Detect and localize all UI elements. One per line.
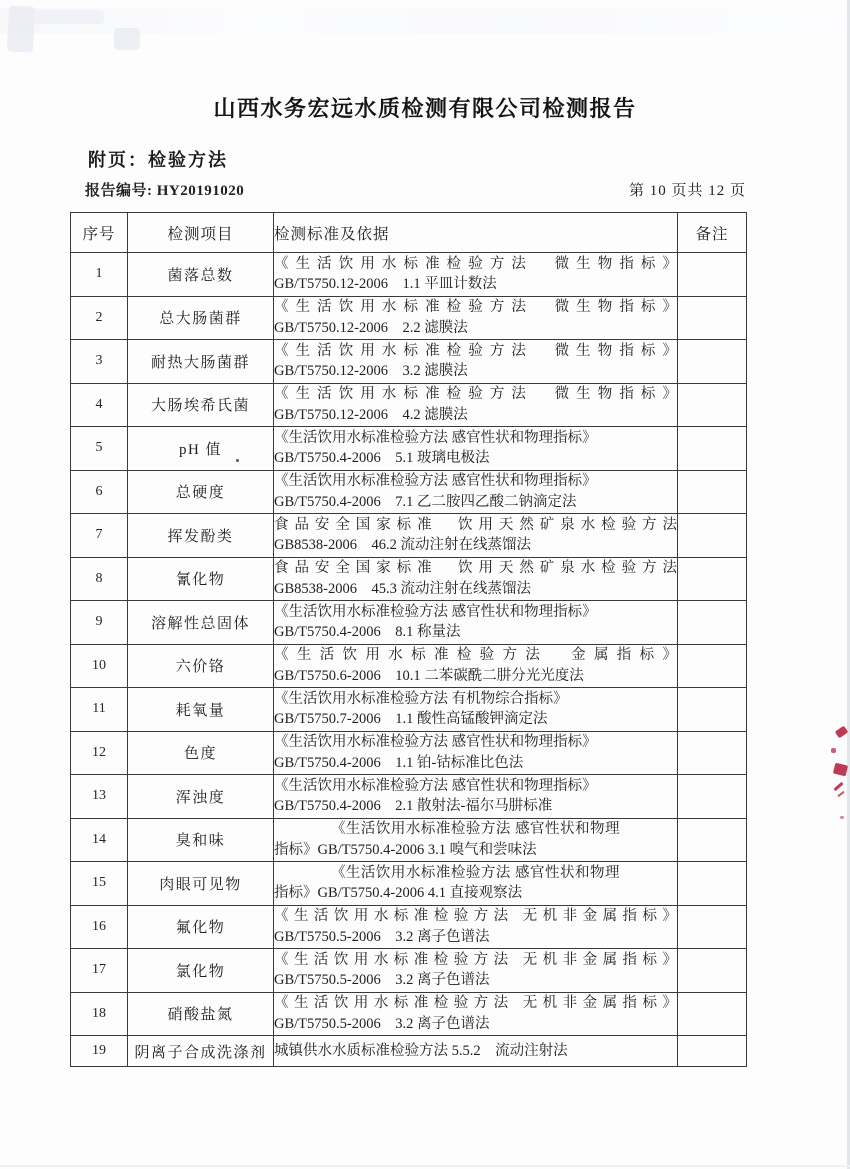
meta-row bbox=[85, 179, 746, 200]
red-mark bbox=[833, 763, 848, 777]
header-cell-standard: 检测标准及依据 bbox=[274, 213, 678, 253]
row-item: 浑浊度 bbox=[128, 775, 274, 819]
scan-artifact-blob bbox=[114, 28, 140, 50]
standard-line: 《生活饮用水标准检验方法 微生物指标》 bbox=[274, 386, 677, 403]
row-remark bbox=[678, 862, 747, 906]
row-item: 菌落总数 bbox=[128, 253, 274, 297]
table-row bbox=[71, 601, 747, 645]
standard-line: 《生活饮用水标准检验方法 感官性状和物理指标》 bbox=[274, 734, 597, 751]
standard-line: 食品安全国家标准 饮用天然矿泉水检验方法 bbox=[274, 516, 677, 533]
red-mark bbox=[835, 726, 849, 739]
red-ink-marks bbox=[828, 722, 850, 832]
table-row bbox=[71, 949, 747, 993]
row-no: 12 bbox=[71, 731, 128, 775]
row-standard bbox=[274, 949, 678, 993]
table-row bbox=[71, 253, 747, 297]
row-standard bbox=[274, 1036, 678, 1067]
row-remark bbox=[678, 514, 747, 558]
row-item: 氰化物 bbox=[128, 557, 274, 601]
standard-line: 《生活饮用水标准检验方法 感官性状和物理指标》 bbox=[274, 603, 597, 620]
standard-line: GB/T5750.5-2006 3.2 离子色谱法 bbox=[274, 928, 490, 945]
table-row bbox=[71, 383, 747, 427]
row-item: 阴离子合成洗涤剂 bbox=[128, 1036, 274, 1067]
row-standard bbox=[274, 775, 678, 819]
table-row bbox=[71, 818, 747, 862]
standard-line: 《生活饮用水标准检验方法 有机物综合指标》 bbox=[274, 690, 568, 707]
test-methods-table bbox=[70, 212, 747, 1067]
row-no: 9 bbox=[71, 601, 128, 645]
standard-line: 《生活饮用水标准检验方法 无机非金属指标》 bbox=[274, 995, 677, 1012]
standard-line: GB/T5750.12-2006 4.2 滤膜法 bbox=[274, 406, 468, 423]
scan-artifact-blob bbox=[7, 5, 35, 52]
row-standard bbox=[274, 818, 678, 862]
standard-line: GB/T5750.12-2006 2.2 滤膜法 bbox=[274, 319, 468, 336]
row-no: 1 bbox=[71, 253, 128, 297]
standard-line: 《生活饮用水标准检验方法 金属指标》 bbox=[274, 647, 677, 664]
row-no: 15 bbox=[71, 862, 128, 906]
table-header bbox=[71, 213, 747, 253]
standard-line: 《生活饮用水标准检验方法 感官性状和物理 bbox=[330, 821, 621, 838]
standard-line: 《生活饮用水标准检验方法 感官性状和物理指标》 bbox=[274, 473, 597, 490]
row-standard bbox=[274, 557, 678, 601]
row-item: 色度 bbox=[128, 731, 274, 775]
row-remark bbox=[678, 253, 747, 297]
row-no: 17 bbox=[71, 949, 128, 993]
standard-line: 《生活饮用水标准检验方法 感官性状和物理 bbox=[330, 864, 621, 881]
row-standard bbox=[274, 253, 678, 297]
table-row bbox=[71, 775, 747, 819]
row-standard bbox=[274, 514, 678, 558]
row-remark bbox=[678, 340, 747, 384]
scan-dot-artifact bbox=[236, 459, 239, 462]
row-standard bbox=[274, 905, 678, 949]
row-no: 8 bbox=[71, 557, 128, 601]
row-remark bbox=[678, 644, 747, 688]
row-remark bbox=[678, 731, 747, 775]
row-remark bbox=[678, 775, 747, 819]
table-row bbox=[71, 862, 747, 906]
table-row bbox=[71, 514, 747, 558]
row-no: 18 bbox=[71, 992, 128, 1036]
row-item: 六价铬 bbox=[128, 644, 274, 688]
row-remark bbox=[678, 992, 747, 1036]
page-indicator: 第 10 页共 12 页 bbox=[628, 183, 746, 199]
row-standard bbox=[274, 862, 678, 906]
row-remark bbox=[678, 601, 747, 645]
standard-line: 《生活饮用水标准检验方法 微生物指标》 bbox=[274, 342, 677, 359]
row-standard bbox=[274, 383, 678, 427]
table-row bbox=[71, 905, 747, 949]
page-bottom-shadow bbox=[0, 1165, 850, 1167]
row-no: 3 bbox=[71, 340, 128, 384]
standard-line: 《生活饮用水标准检验方法 微生物指标》 bbox=[274, 299, 677, 316]
standard-line: GB/T5750.7-2006 1.1 酸性高锰酸钾滴定法 bbox=[274, 711, 548, 728]
red-mark bbox=[833, 782, 843, 792]
row-remark bbox=[678, 949, 747, 993]
row-standard bbox=[274, 601, 678, 645]
table-row bbox=[71, 470, 747, 514]
row-no: 11 bbox=[71, 688, 128, 732]
row-standard bbox=[274, 296, 678, 340]
row-remark bbox=[678, 1036, 747, 1067]
red-mark bbox=[840, 816, 844, 819]
row-remark bbox=[678, 427, 747, 471]
table-row bbox=[71, 296, 747, 340]
scan-artifact-blob bbox=[34, 10, 104, 24]
row-no: 10 bbox=[71, 644, 128, 688]
row-item: 耐热大肠菌群 bbox=[128, 340, 274, 384]
red-mark bbox=[837, 791, 845, 798]
row-no: 13 bbox=[71, 775, 128, 819]
row-item: 溶解性总固体 bbox=[128, 601, 274, 645]
row-item: 氟化物 bbox=[128, 905, 274, 949]
table-row bbox=[71, 340, 747, 384]
standard-line: GB/T5750.4-2006 5.1 玻璃电极法 bbox=[274, 450, 490, 467]
row-no: 7 bbox=[71, 514, 128, 558]
standard-line: GB/T5750.12-2006 1.1 平皿计数法 bbox=[274, 276, 497, 293]
table-row bbox=[71, 644, 747, 688]
methods-table-body bbox=[71, 253, 747, 1067]
red-mark bbox=[831, 748, 836, 753]
row-standard bbox=[274, 688, 678, 732]
row-no: 2 bbox=[71, 296, 128, 340]
standard-line: GB/T5750.6-2006 10.1 二苯碳酰二肼分光光度法 bbox=[274, 667, 584, 684]
row-remark bbox=[678, 383, 747, 427]
row-item: 总大肠菌群 bbox=[128, 296, 274, 340]
row-standard bbox=[274, 470, 678, 514]
row-remark bbox=[678, 470, 747, 514]
row-standard bbox=[274, 340, 678, 384]
row-item: 硝酸盐氮 bbox=[128, 992, 274, 1036]
table-row bbox=[71, 731, 747, 775]
standard-line: GB/T5750.12-2006 3.2 滤膜法 bbox=[274, 363, 468, 380]
row-item: 总硬度 bbox=[128, 470, 274, 514]
table-row bbox=[71, 427, 747, 471]
row-item: 臭和味 bbox=[128, 818, 274, 862]
standard-line: GB8538-2006 45.3 流动注射在线蒸馏法 bbox=[274, 580, 531, 597]
header-cell-no: 序号 bbox=[71, 213, 128, 253]
standard-line: 《生活饮用水标准检验方法 感官性状和物理指标》 bbox=[274, 777, 597, 794]
header-row bbox=[71, 213, 747, 253]
row-no: 16 bbox=[71, 905, 128, 949]
row-remark bbox=[678, 688, 747, 732]
row-item: 耗氧量 bbox=[128, 688, 274, 732]
row-item: 大肠埃希氏菌 bbox=[128, 383, 274, 427]
standard-line: 城镇供水水质标准检验方法 5.5.2 流动注射法 bbox=[274, 1042, 568, 1059]
row-standard bbox=[274, 644, 678, 688]
table-row bbox=[71, 688, 747, 732]
standard-line: 指标》GB/T5750.4-2006 3.1 嗅气和尝味法 bbox=[274, 841, 537, 858]
row-remark bbox=[678, 818, 747, 862]
table-row bbox=[71, 992, 747, 1036]
row-item: 挥发酚类 bbox=[128, 514, 274, 558]
standard-line: 《生活饮用水标准检验方法 无机非金属指标》 bbox=[274, 908, 677, 925]
appendix-subtitle: 附页：检验方法 bbox=[88, 150, 228, 170]
row-no: 5 bbox=[71, 427, 128, 471]
table-row bbox=[71, 1036, 747, 1067]
row-item: 肉眼可见物 bbox=[128, 862, 274, 906]
standard-line: GB/T5750.4-2006 8.1 称量法 bbox=[274, 624, 461, 641]
header-cell-remark: 备注 bbox=[678, 213, 747, 253]
standard-line: GB/T5750.4-2006 1.1 铂-钴标准比色法 bbox=[274, 754, 524, 771]
row-standard bbox=[274, 427, 678, 471]
row-item: 氯化物 bbox=[128, 949, 274, 993]
row-no: 6 bbox=[71, 470, 128, 514]
standard-line: 《生活饮用水标准检验方法 感官性状和物理指标》 bbox=[274, 429, 597, 446]
standard-line: 食品安全国家标准 饮用天然矿泉水检验方法 bbox=[274, 560, 677, 577]
row-no: 14 bbox=[71, 818, 128, 862]
row-item: pH 值 bbox=[128, 427, 274, 471]
report-number: 报告编号: HY20191020 bbox=[85, 183, 245, 199]
row-standard bbox=[274, 731, 678, 775]
standard-line: GB/T5750.4-2006 7.1 乙二胺四乙酸二钠滴定法 bbox=[274, 493, 577, 510]
standard-line: 指标》GB/T5750.4-2006 4.1 直接观察法 bbox=[274, 885, 523, 902]
row-remark bbox=[678, 905, 747, 949]
row-no: 19 bbox=[71, 1036, 128, 1067]
standard-line: GB/T5750.4-2006 2.1 散射法-福尔马肼标准 bbox=[274, 798, 553, 815]
row-no: 4 bbox=[71, 383, 128, 427]
row-remark bbox=[678, 296, 747, 340]
standard-line: GB8538-2006 46.2 流动注射在线蒸馏法 bbox=[274, 537, 531, 554]
standard-line: GB/T5750.5-2006 3.2 离子色谱法 bbox=[274, 972, 490, 989]
header-cell-item: 检测项目 bbox=[128, 213, 274, 253]
standard-line: GB/T5750.5-2006 3.2 离子色谱法 bbox=[274, 1015, 490, 1032]
standard-line: 《生活饮用水标准检验方法 无机非金属指标》 bbox=[274, 951, 677, 968]
table-row bbox=[71, 557, 747, 601]
row-remark bbox=[678, 557, 747, 601]
standard-line: 《生活饮用水标准检验方法 微生物指标》 bbox=[274, 255, 677, 272]
report-title: 山西水务宏远水质检测有限公司检测报告 bbox=[213, 96, 637, 121]
row-standard bbox=[274, 992, 678, 1036]
